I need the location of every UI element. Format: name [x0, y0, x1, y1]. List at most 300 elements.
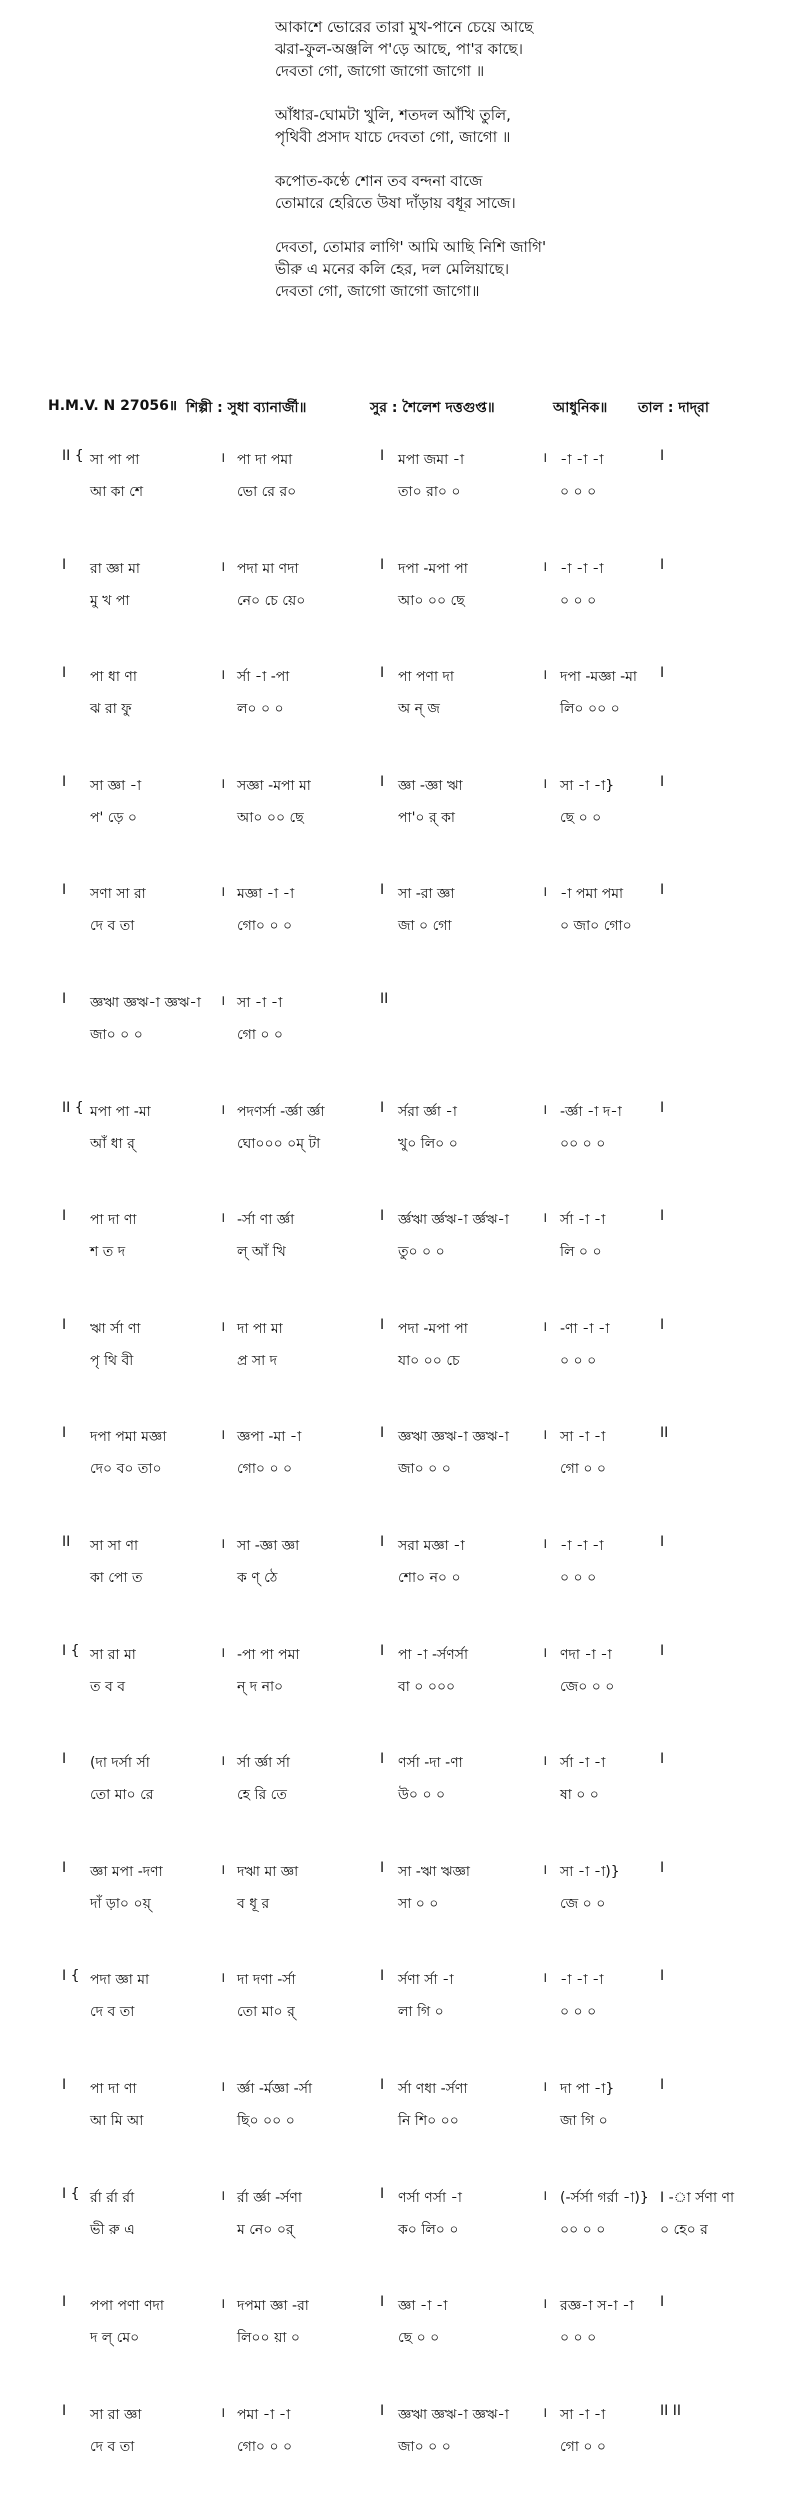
notation-cell: II [660, 1425, 669, 1442]
lyric-cell: ০ ০ ০ [560, 1569, 597, 1586]
notation-cell: I [660, 1751, 665, 1768]
lyric-cell: আ০ ০০ ছে [398, 592, 465, 609]
notation-block [62, 2077, 752, 2186]
lyric-cell: ছি০ ০০ ০ [237, 2112, 295, 2129]
notation-cell: মপা জমা -া [398, 452, 465, 468]
notation-row [62, 665, 752, 695]
lyric-cell: গো০ ০ ০ [237, 1461, 293, 1478]
notation-cell: মজ্ঞা -া -া [237, 886, 295, 903]
lyric-row [62, 587, 752, 615]
lyric-row [62, 2216, 752, 2244]
notation-cell: । [542, 558, 548, 575]
lyric-row [62, 1781, 752, 1809]
notation-cell: । [220, 1535, 226, 1552]
genre-label: আধুনিক॥ [553, 400, 608, 416]
notation-cell: । [220, 1210, 226, 1227]
notation-cell: সা -া -া [560, 1429, 606, 1446]
notation-cell: II II [660, 2402, 681, 2419]
notation-cell: I [62, 882, 67, 899]
notation-cell: । [542, 1644, 548, 1661]
notation-cell: I [660, 1859, 665, 1876]
lyric-row [62, 1347, 752, 1375]
lyric-row [62, 1021, 752, 1049]
lyric-cell: জা০ ০ ০ [398, 2438, 451, 2455]
lyric-cell: লি০ ০০ ০ [560, 701, 620, 718]
lyric-cell: মু খ পা [90, 592, 130, 609]
notation-block [62, 1208, 752, 1317]
notation-block [62, 1100, 752, 1209]
lyric-row [62, 2433, 752, 2461]
notation-cell: র্সণা র্সা -া [398, 1972, 454, 1989]
notation-cell: সজ্ঞা -মপা মা [237, 777, 311, 794]
lyric-cell: গো ০ ০ [560, 2438, 607, 2455]
composer-credit: সুর : শৈলেশ দত্তগুপ্ত॥ [370, 400, 495, 416]
notation-cell: I [62, 1859, 67, 1876]
lyric-cell: ০ ০ ০ [560, 1352, 597, 1369]
lyric-cell: গো ০ ০ [237, 1026, 284, 1043]
notation-block [62, 2294, 752, 2403]
poem-line: দেবতা গো, জাগো জাগো জাগো ॥ [275, 62, 485, 80]
lyric-cell: অ ন্ জ [398, 701, 440, 718]
notation-cell: I [62, 1751, 67, 1768]
lyric-cell: নি শি০ ০০ [398, 2112, 459, 2129]
notation-cell: I [62, 1316, 67, 1333]
notation-cell: সা পা পা [90, 452, 140, 468]
notation-cell: I [62, 665, 67, 682]
lyric-cell: নে০ চে য়ে০ [237, 592, 306, 609]
notation-cell: । [542, 1970, 548, 1987]
notation-cell: I [380, 1208, 385, 1225]
notation-cell: I [62, 773, 67, 790]
notation-cell: I [660, 2294, 665, 2311]
lyric-row [62, 804, 752, 832]
notation-cell: I { [62, 1968, 80, 1985]
lyric-row [62, 912, 752, 940]
notation-cell: পদা মা ণদা [237, 560, 299, 577]
lyric-cell: হে রি তে [237, 1787, 287, 1804]
notation-cell: । [542, 2078, 548, 2095]
notation-cell: I [380, 882, 385, 899]
lyric-cell: ০ ০ ০ [560, 2330, 597, 2347]
notation-cell: I [62, 2076, 67, 2093]
notation-block [62, 557, 752, 666]
notation-cell: I { [62, 2185, 80, 2202]
notation-cell: I [660, 448, 665, 464]
notation-cell: I [62, 556, 67, 573]
notation-cell: I [62, 2402, 67, 2419]
notation-row [62, 2186, 752, 2216]
notation-cell: র্সা ণধা -র্সণা [398, 2080, 468, 2097]
notation-cell: I -া র্সণা ণা [660, 2189, 734, 2206]
lyric-cell: বা ০ ০০০ [398, 1678, 456, 1695]
notation-cell: র্রা র্জ্ঞা -র্সণা [237, 2189, 302, 2206]
lyric-row [62, 2107, 752, 2135]
lyric-cell: উ০ ০ ০ [398, 1787, 446, 1804]
notation-cell: সা সা ণা [90, 1537, 139, 1554]
notation-cell: পা পণা দা [398, 669, 454, 686]
lyric-cell: কা পো ত [90, 1569, 143, 1586]
notation-cell: I [660, 1533, 665, 1550]
notation-cell: । [542, 450, 548, 466]
lyric-cell: ত ব ব [90, 1678, 125, 1695]
poem-line: কপোত-কণ্ঠে শোন তব বন্দনা বাজে [275, 172, 483, 190]
notation-cell: I [660, 665, 665, 682]
notation-cell: সা -া -া [237, 994, 283, 1011]
notation-cell: । [542, 1210, 548, 1227]
notation-cell: -ণা -া -া [560, 1320, 610, 1337]
notation-cell: পা দা ণা [90, 2080, 137, 2097]
notation-cell: । [542, 1861, 548, 1878]
notation-cell: । [220, 992, 226, 1009]
lyric-cell: জে০ ০ ০ [560, 1678, 615, 1695]
notation-cell: । [220, 1427, 226, 1444]
lyric-row [62, 1455, 752, 1483]
notation-cell: সা রা মা [90, 1646, 136, 1663]
lyric-cell: জে ০ ০ [560, 1895, 606, 1912]
notation-cell: পদা জ্ঞা মা [90, 1972, 150, 1989]
lyric-cell: প' ড়ে ০ [90, 809, 138, 826]
lyric-cell: দে ব তা [90, 918, 135, 935]
artist-credit: শিল্পী : সুধা ব্যানার্জী॥ [186, 400, 307, 416]
lyric-row [62, 478, 752, 506]
notation-cell: দা দণা -র্সা [237, 1972, 296, 1989]
lyric-cell: ল্ আঁ খি [237, 1244, 286, 1261]
poem-stanza [275, 16, 735, 82]
poem-line: ঝরা-ফুল-অঞ্জলি প'ড়ে আছে, পা'র কাছে। [275, 40, 523, 58]
poem-line: আকাশে ভোরের তারা মুখ-পানে চেয়ে আছে [275, 18, 534, 36]
notation-cell: দা পা -া} [560, 2080, 615, 2097]
notation-cell: পা দা পমা [237, 452, 293, 468]
notation-block [62, 448, 752, 557]
notation-row [62, 1751, 752, 1781]
lyric-cell: ০ ০ ০ [560, 484, 597, 500]
lyric-cell: ০০ ০ ০ [560, 1135, 606, 1152]
lyric-cell: ০ হে০ র [660, 2221, 708, 2238]
taal-label: তাল : দাদ্‌রা [638, 400, 709, 416]
notation-cell: । [542, 1101, 548, 1118]
notation-cell: -া -া -া [560, 452, 604, 468]
notation-cell: -া -া -া [560, 1972, 604, 1989]
notation-cell: জ্ঞা -জ্ঞা ঋা [398, 777, 463, 794]
lyric-cell: লা গি ০ [398, 2004, 444, 2021]
lyric-row [62, 1673, 752, 1701]
lyric-cell: ০ ০ ০ [560, 2004, 597, 2021]
notation-cell: । [542, 2187, 548, 2204]
notation-cell: I [380, 1533, 385, 1550]
notation-cell: জ্ঞা মপা -দণা [90, 1863, 163, 1880]
poem-line: ভীরু এ মনের কলি হের, দল মেলিয়াছে। [275, 260, 510, 278]
notation-blocks [62, 448, 752, 2511]
notation-cell: I [380, 665, 385, 682]
notation-cell: । [220, 1644, 226, 1661]
notation-cell: । [542, 1318, 548, 1335]
song-credits [48, 396, 768, 418]
notation-cell: ণর্সা ণর্সা -া [398, 2189, 462, 2206]
lyric-cell: ভো রে র০ [237, 484, 297, 500]
notation-cell: I [660, 1099, 665, 1116]
notation-cell: II [62, 1533, 71, 1550]
notation-cell: I [380, 2076, 385, 2093]
notation-row [62, 1968, 752, 1998]
notation-block [62, 1751, 752, 1860]
notation-cell: । [220, 1318, 226, 1335]
notation-cell: । [542, 2404, 548, 2421]
notation-cell: I [660, 2076, 665, 2093]
notation-cell: সা -া -া)} [560, 1863, 620, 1880]
lyric-cell: লি০০ য়া ০ [237, 2330, 300, 2347]
lyric-cell: তু০ ০ ০ [398, 1244, 445, 1261]
notation-cell: সা -জ্ঞা জ্ঞা [237, 1537, 300, 1554]
notation-row [62, 2077, 752, 2107]
lyric-cell: সা ০ ০ [398, 1895, 439, 1912]
notation-block [62, 665, 752, 774]
lyric-row [62, 1890, 752, 1918]
notation-cell: I [660, 773, 665, 790]
notation-cell: সা রা জ্ঞা [90, 2406, 142, 2423]
notation-cell: । [220, 1753, 226, 1770]
notation-cell: । [220, 2187, 226, 2204]
record-number: H.M.V. N 27056॥ [48, 398, 178, 414]
notation-cell: I [660, 1208, 665, 1225]
notation-cell: জ্ঞঋা জ্ঞঋ-া জ্ঞঋ-া [398, 2406, 509, 2423]
notation-cell: I [660, 1316, 665, 1333]
notation-cell: II { [62, 448, 84, 464]
notation-cell: । [542, 775, 548, 792]
notation-cell: দা পা মা [237, 1320, 283, 1337]
notation-cell: র্জ্ঞা -র্মজ্ঞা -র্সা [237, 2080, 313, 2097]
notation-block [62, 991, 752, 1100]
lyric-cell: পৃ থি বী [90, 1352, 134, 1369]
notation-cell: র্সা -া -পা [237, 669, 290, 686]
lyric-cell: শ ত দ [90, 1244, 126, 1261]
lyric-cell: ঝ রা ফু [90, 701, 132, 718]
notation-row [62, 1643, 752, 1673]
lyric-cell: ক০ লি০ ০ [398, 2221, 459, 2238]
lyric-cell: শো০ ন০ ০ [398, 1569, 461, 1586]
lyric-cell: ০০ ০ ০ [560, 2221, 606, 2238]
lyric-cell: ম নে০ ০র্ [237, 2221, 294, 2238]
lyric-cell: খু০ লি০ ০ [398, 1135, 458, 1152]
notation-cell: I [380, 1316, 385, 1333]
notation-block [62, 774, 752, 883]
lyric-cell: আ কা শে [90, 484, 144, 500]
poem-text [275, 16, 735, 324]
notation-cell: জ্ঞঋা জ্ঞঋ-া জ্ঞঋ-া [90, 994, 201, 1011]
notation-cell: I [380, 2185, 385, 2202]
notation-row [62, 2403, 752, 2433]
notation-cell: ঋা র্সা ণা [90, 1320, 141, 1337]
lyric-cell: আ০ ০০ ছে [237, 809, 304, 826]
notation-block [62, 1968, 752, 2077]
lyric-cell: জা গি ০ [560, 2112, 608, 2129]
notation-cell: র্সা র্জ্ঞা র্সা [237, 1755, 290, 1772]
lyric-cell: জা ০ গো [398, 918, 452, 935]
poem-stanza [275, 104, 735, 148]
notation-cell: II { [62, 1099, 84, 1116]
notation-cell: I [380, 1099, 385, 1116]
notation-cell: । [542, 1753, 548, 1770]
poem-line: দেবতা গো, জাগো জাগো জাগো॥ [275, 282, 480, 300]
notation-cell: I [380, 773, 385, 790]
notation-row [62, 882, 752, 912]
notation-cell: । [542, 1427, 548, 1444]
notation-cell: I [62, 1425, 67, 1442]
lyric-cell: আ মি আ [90, 2112, 144, 2129]
notation-cell: ণদা -া -া [560, 1646, 612, 1663]
notation-block [62, 2403, 752, 2511]
notation-cell: (-র্সর্সা গর্রা -া)} [560, 2189, 649, 2206]
notation-row [62, 448, 752, 478]
lyric-cell: দ ল্ মে০ [90, 2330, 140, 2347]
notation-cell: । [220, 1970, 226, 1987]
notation-cell: দপা -মজ্ঞা -মা [560, 669, 637, 686]
notation-cell: I [380, 556, 385, 573]
notation-cell: I [380, 1425, 385, 1442]
notation-cell: ণর্সা -দা -ণা [398, 1755, 463, 1772]
lyric-cell: ক ণ্ ঠে [237, 1569, 278, 1586]
notation-cell: I [660, 1642, 665, 1659]
notation-cell: জ্ঞা -া -া [398, 2298, 448, 2315]
notation-cell: সণা সা রা [90, 886, 146, 903]
lyric-cell: প্র সা দ [237, 1352, 278, 1369]
notation-cell: দপা পমা মজ্ঞা [90, 1429, 167, 1446]
lyric-cell: যা০ ০০ চে [398, 1352, 460, 1369]
notation-cell: সা -া -া [560, 2406, 606, 2423]
notation-cell: সা -রা জ্ঞা [398, 886, 455, 903]
notation-cell: I [660, 882, 665, 899]
lyric-cell: পা'০ র্ কা [398, 809, 455, 826]
lyric-row [62, 1130, 752, 1158]
lyric-cell: ল০ ০ ০ [237, 701, 284, 718]
notation-cell: । [220, 775, 226, 792]
notation-cell: I [380, 1642, 385, 1659]
notation-cell: । [220, 1101, 226, 1118]
notation-cell: I [62, 990, 67, 1007]
lyric-cell: ছে ০ ০ [398, 2330, 440, 2347]
lyric-cell: আঁ ধা র্ [90, 1135, 135, 1152]
lyric-cell: তো মা০ রে [90, 1787, 154, 1804]
lyric-cell: ছে ০ ০ [560, 809, 602, 826]
notation-cell: সরা মজ্ঞা -া [398, 1537, 465, 1554]
lyric-cell: জা০ ০ ০ [90, 1026, 143, 1043]
notation-cell: I [380, 1859, 385, 1876]
notation-cell: পা ধা ণা [90, 669, 137, 686]
notation-cell: I [380, 1751, 385, 1768]
notation-cell: । [220, 1861, 226, 1878]
notation-row [62, 1860, 752, 1890]
notation-cell: মপা পা -মা [90, 1103, 151, 1120]
notation-block [62, 1317, 752, 1426]
poem-line: পৃথিবী প্রসাদ যাচে দেবতা গো, জাগো ॥ [275, 128, 511, 146]
notation-row [62, 1534, 752, 1564]
notation-row [62, 1208, 752, 1238]
notation-cell: । [542, 667, 548, 684]
notation-cell: পদণর্সা -র্জ্ঞা র্জ্ঞা [237, 1103, 325, 1120]
notation-cell: পা দা ণা [90, 1212, 137, 1229]
notation-cell: পমা -া -া [237, 2406, 291, 2423]
notation-cell: দপা -মপা পা [398, 560, 468, 577]
lyric-cell: গো ০ ০ [560, 1461, 607, 1478]
notation-row [62, 991, 752, 1021]
notation-cell: সা জ্ঞা -া [90, 777, 142, 794]
lyric-cell: ০ জা০ গো০ [560, 918, 632, 935]
lyric-cell: দে ব তা [90, 2438, 135, 2455]
notation-block [62, 1643, 752, 1752]
notation-cell: রজ্ঞ-া স-া -া [560, 2298, 634, 2315]
lyric-row [62, 2324, 752, 2352]
notation-cell: I [62, 1208, 67, 1225]
lyric-cell: তো মা০ র্ [237, 2004, 295, 2021]
notation-cell: I [380, 448, 385, 464]
poem-stanza [275, 236, 735, 302]
lyric-cell: ভী রু এ [90, 2221, 135, 2238]
notation-cell: -র্জ্ঞা -া দ-া [560, 1103, 622, 1120]
lyric-cell: দে০ ব০ তা০ [90, 1461, 162, 1478]
lyric-cell: গো০ ০ ০ [237, 2438, 293, 2455]
notation-row [62, 774, 752, 804]
lyric-row [62, 1238, 752, 1266]
notation-cell: । [542, 2296, 548, 2313]
notation-block [62, 882, 752, 991]
poem-line: তোমারে হেরিতে উষা দাঁড়ায় বধূর সাজে। [275, 194, 516, 212]
notation-cell: দঋা মা জ্ঞা [237, 1863, 299, 1880]
notation-cell: । [220, 2078, 226, 2095]
notation-cell: II [380, 990, 389, 1007]
notation-cell: পদা -মপা পা [398, 1320, 468, 1337]
notation-cell: রা জ্ঞা মা [90, 560, 140, 577]
notation-cell: I [660, 556, 665, 573]
notation-row [62, 1100, 752, 1130]
notation-row [62, 1317, 752, 1347]
lyric-cell: ব ধূ র [237, 1895, 270, 1912]
notation-row [62, 1425, 752, 1455]
notation-cell: -া -া -া [560, 560, 604, 577]
notation-cell: র্জ্ঞঋা র্জ্ঞঋ-া র্জ্ঞঋ-া [398, 1212, 509, 1229]
notation-block [62, 1425, 752, 1534]
notation-cell: । [220, 2404, 226, 2421]
notation-cell: র্রা র্রা র্রা [90, 2189, 135, 2206]
notation-cell: জ্ঞপা -মা -া [237, 1429, 302, 1446]
notation-cell: -া -া -া [560, 1537, 604, 1554]
notation-cell: পপা পণা ণদা [90, 2298, 164, 2315]
notation-block [62, 1534, 752, 1643]
notation-cell: (দা দর্সা র্সা [90, 1755, 150, 1772]
notation-cell: I [380, 1968, 385, 1985]
notation-cell: । [220, 884, 226, 901]
lyric-cell: তা০ রা০ ০ [398, 484, 461, 500]
notation-cell: । [220, 2296, 226, 2313]
lyric-cell: ০ ০ ০ [560, 592, 597, 609]
lyric-cell: ঘো০০০ ০ম্ টা [237, 1135, 321, 1152]
notation-cell: জ্ঞঋা জ্ঞঋ-া জ্ঞঋ-া [398, 1429, 509, 1446]
notation-cell: র্সরা র্জ্ঞা -া [398, 1103, 457, 1120]
notation-cell: -পা পা পমা [237, 1646, 300, 1663]
notation-cell: পা -া -র্সণর্সা [398, 1646, 469, 1663]
notation-cell: র্সা -া -া [560, 1212, 606, 1229]
notation-cell: সা -ঋা ঋজ্ঞা [398, 1863, 470, 1880]
notation-cell: । [542, 1535, 548, 1552]
notation-block [62, 2186, 752, 2295]
lyric-row [62, 695, 752, 723]
notation-row [62, 557, 752, 587]
poem-stanza [275, 170, 735, 214]
notation-cell: সা -া -া} [560, 777, 615, 794]
lyric-cell: ষা ০ ০ [560, 1787, 599, 1804]
notation-cell: I [62, 2294, 67, 2311]
lyric-cell: দে ব তা [90, 2004, 135, 2021]
lyric-row [62, 1998, 752, 2026]
notation-cell: I [380, 2402, 385, 2419]
